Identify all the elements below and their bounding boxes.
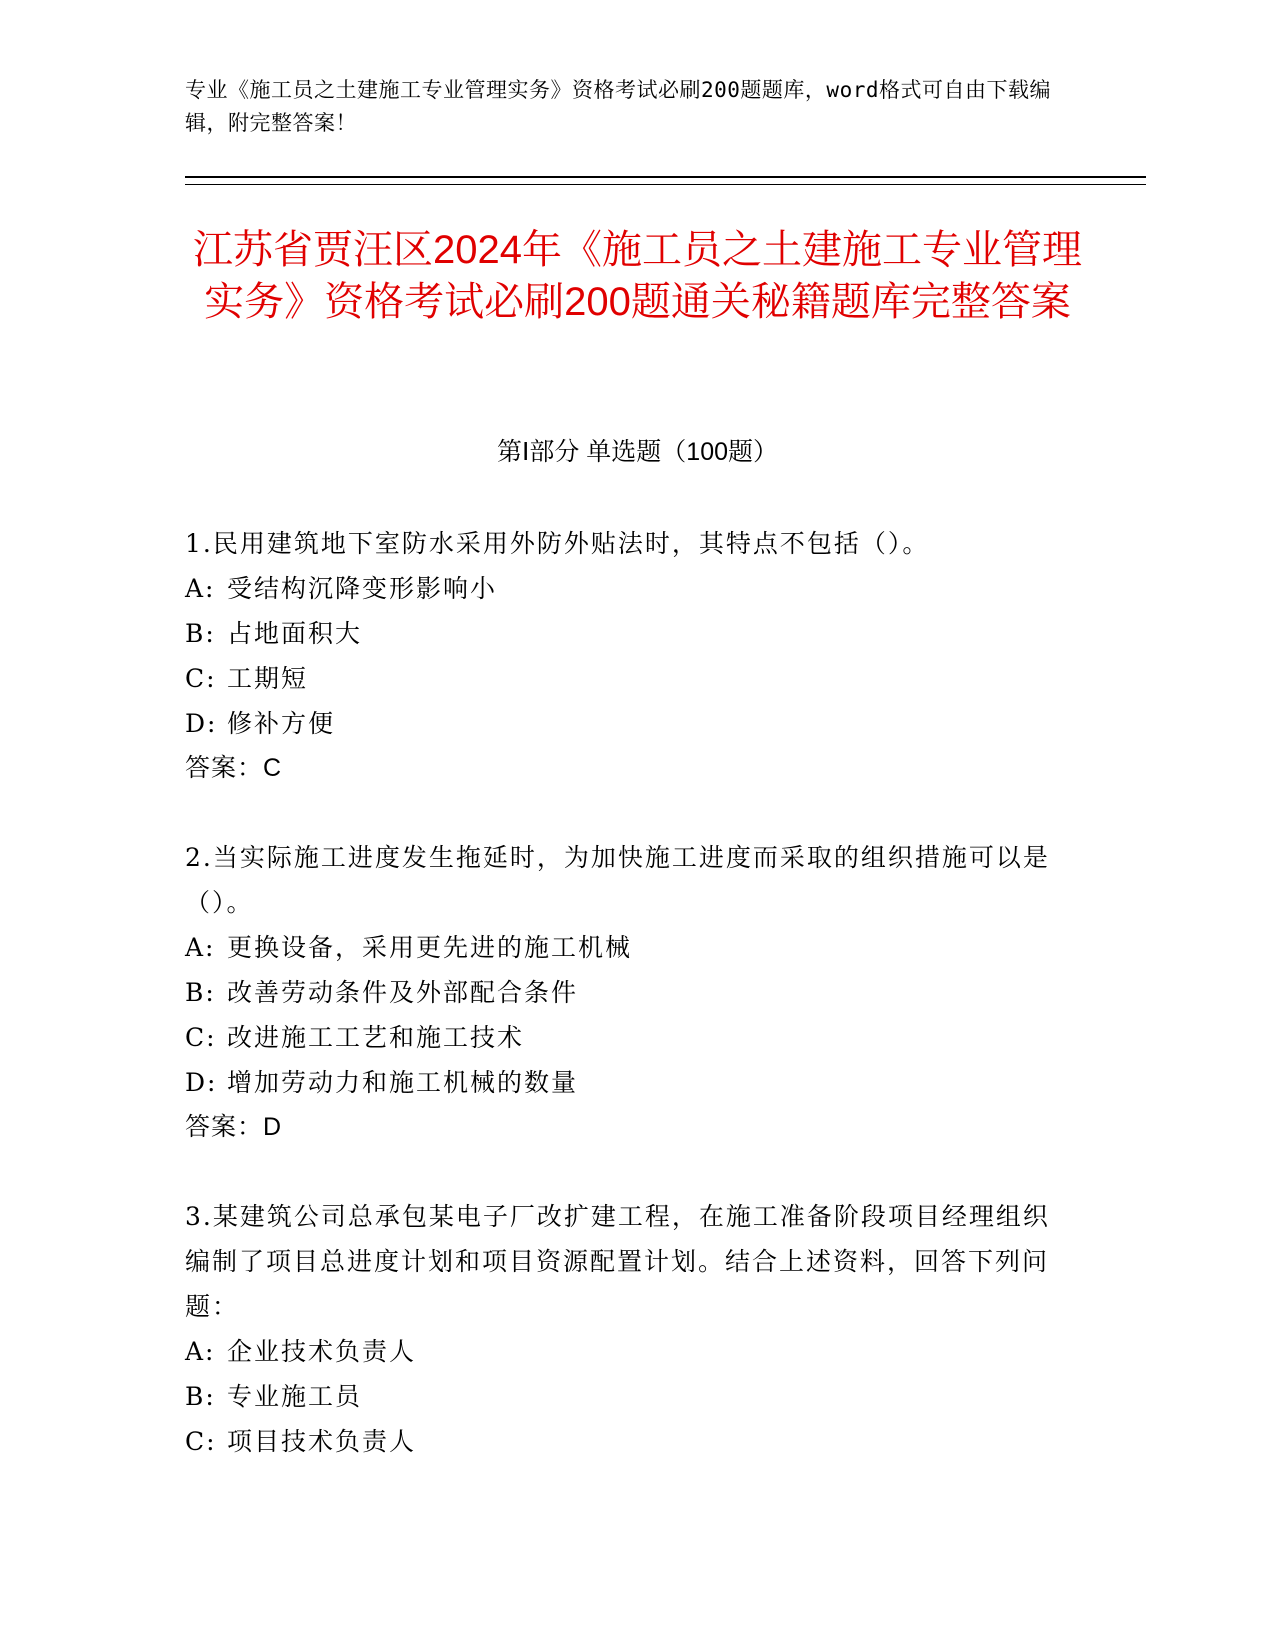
option-a (185, 925, 1065, 970)
option-c (185, 656, 1065, 701)
option-text: 企业技术负责人 (227, 1337, 417, 1366)
option-letter: A: (185, 574, 216, 603)
document-title: 江苏省贾汪区2024年《施工员之土建施工专业管理实务》资格考试必刷200题通关秘籍题库完整答案 (193, 228, 1082, 324)
option-a (185, 566, 1065, 611)
option-letter: B: (185, 1382, 216, 1411)
answer-line: 答案：C (185, 754, 283, 782)
option-letter: D: (185, 709, 218, 738)
header-note: 专业《施工员之土建施工专业管理实务》资格考试必刷200题题库，word格式可自由下载编辑，附完整答案！ (185, 78, 1051, 135)
question-3 (185, 1194, 1065, 1464)
option-text: 改进施工工艺和施工技术 (227, 1023, 525, 1052)
option-letter: C: (185, 664, 217, 693)
option-d (185, 1060, 1065, 1105)
option-text: 改善劳动条件及外部配合条件 (227, 978, 579, 1007)
header-divider-thin (185, 184, 1146, 185)
option-letter: B: (185, 619, 216, 648)
question-stem: 3.某建筑公司总承包某电子厂改扩建工程，在施工准备阶段项目经理组织编制了项目总进度计划和项目资源配置计划。结合上述资料，回答下列问题： (185, 1202, 1050, 1321)
question-list (185, 521, 1065, 1508)
option-letter: C: (185, 1427, 217, 1456)
option-text: 更换设备，采用更先进的施工机械 (227, 933, 633, 962)
answer-line: 答案：D (185, 1113, 283, 1141)
option-text: 占地面积大 (227, 619, 363, 648)
option-text: 受结构沉降变形影响小 (227, 574, 498, 603)
section-title: 第Ⅰ部分 单选题（100题） (496, 438, 779, 466)
question-stem: 1.民用建筑地下室防水采用外防外贴法时，其特点不包括（）。 (185, 529, 930, 558)
option-letter: C: (185, 1023, 217, 1052)
option-b (185, 1374, 1065, 1419)
option-text: 修补方便 (227, 709, 336, 738)
option-a (185, 1329, 1065, 1374)
option-text: 工期短 (227, 664, 309, 693)
question-1 (185, 521, 1065, 791)
option-c (185, 1419, 1065, 1464)
option-text: 专业施工员 (227, 1382, 363, 1411)
option-b (185, 611, 1065, 656)
option-letter: B: (185, 978, 216, 1007)
option-b (185, 970, 1065, 1015)
option-c (185, 1015, 1065, 1060)
option-d (185, 701, 1065, 746)
option-text: 增加劳动力和施工机械的数量 (227, 1068, 579, 1097)
header-divider-thick (185, 176, 1146, 178)
option-letter: D: (185, 1068, 218, 1097)
question-stem: 2.当实际施工进度发生拖延时，为加快施工进度而采取的组织措施可以是（）。 (185, 843, 1050, 917)
option-text: 项目技术负责人 (227, 1427, 417, 1456)
option-letter: A: (185, 933, 216, 962)
question-2 (185, 835, 1065, 1150)
option-letter: A: (185, 1337, 216, 1366)
